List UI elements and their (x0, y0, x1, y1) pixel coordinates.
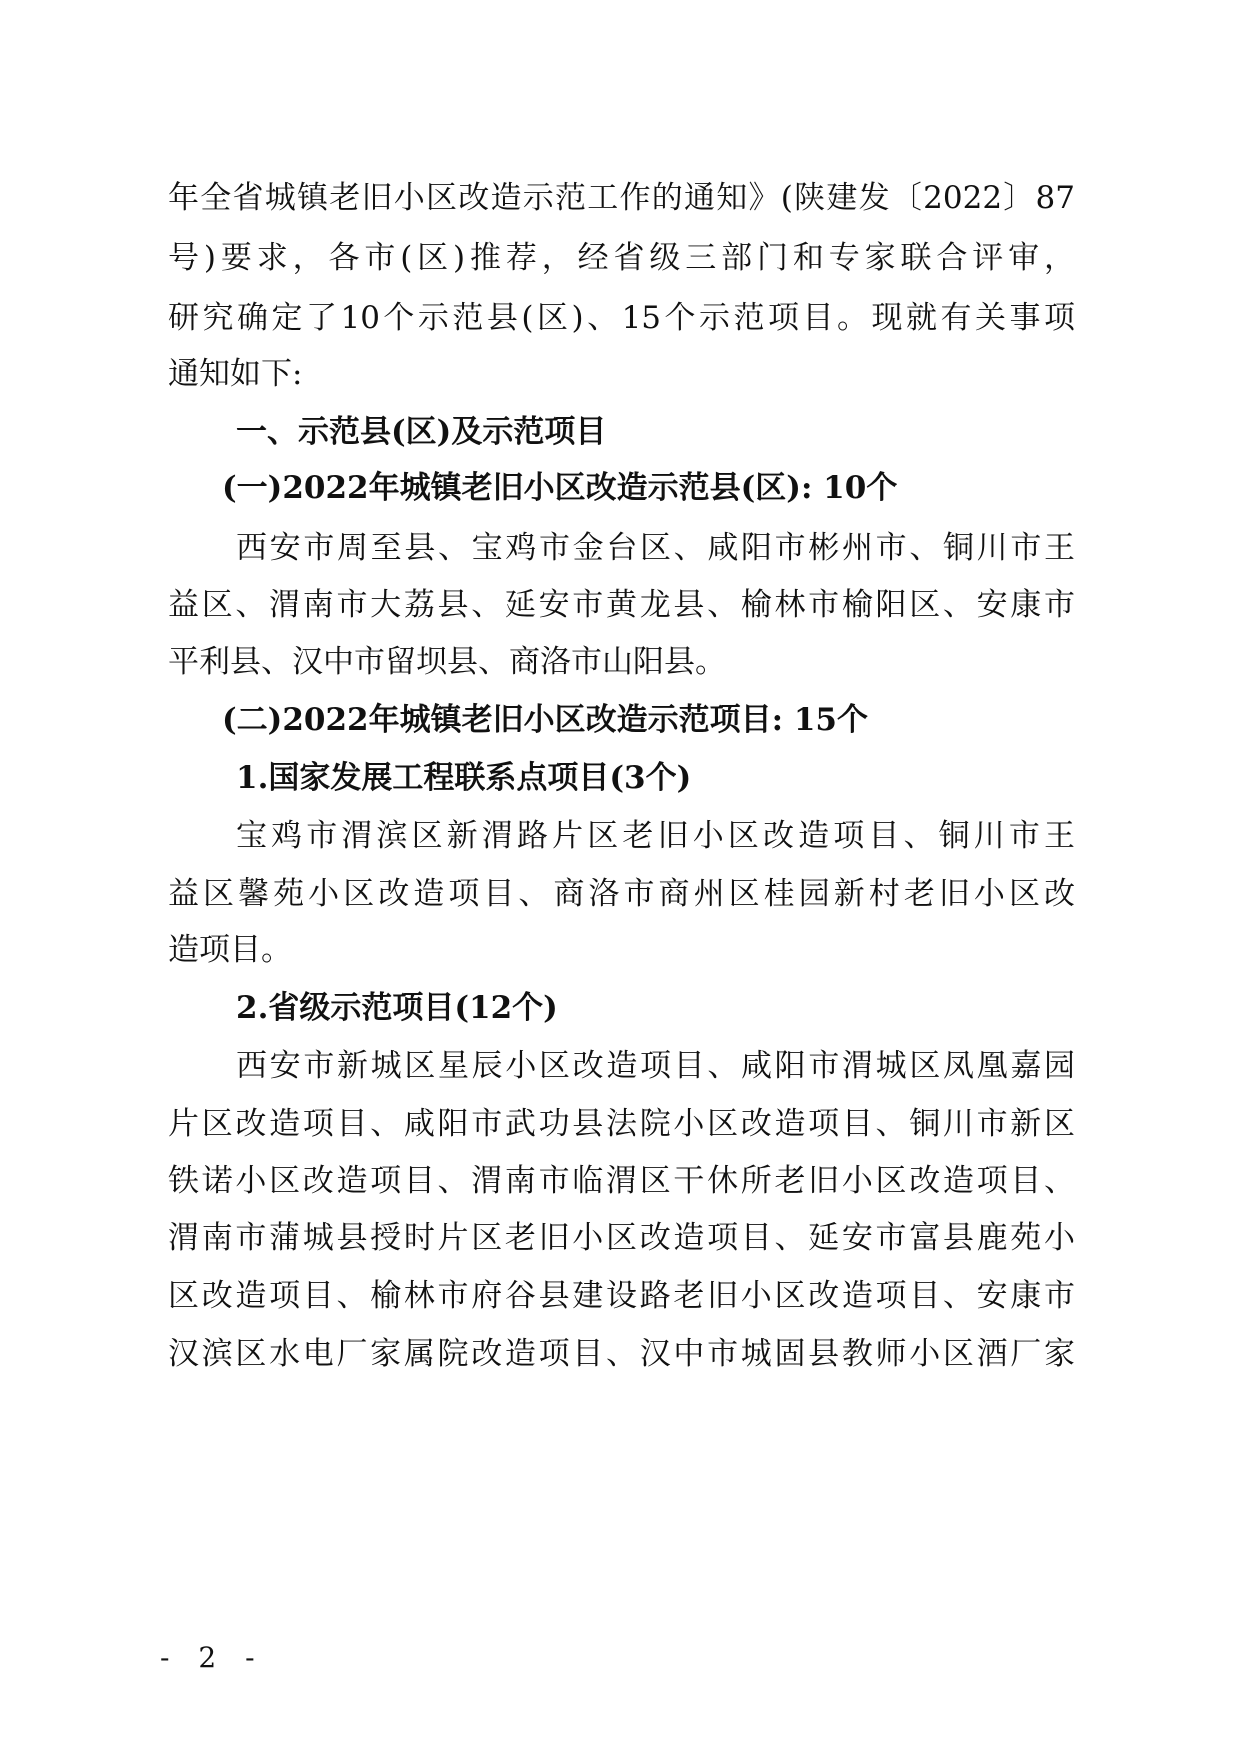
item-1-body-line-3: 造项目。 (168, 932, 292, 968)
intro-line-3: 研究确定了10个示范县(区)、15个示范项目。现就有关事项 (168, 300, 1075, 336)
section-1-title: 一、示范县(区)及示范项目 (236, 414, 607, 450)
subsection-2-title: (二)2022年城镇老旧小区改造示范项目: 15个 (222, 702, 868, 738)
subsection-1-body-line-3: 平利县、汉中市留坝县、商洛市山阳县。 (168, 644, 726, 680)
subsection-1-title: (一)2022年城镇老旧小区改造示范县(区): 10个 (222, 470, 898, 506)
intro-line-1: 年全省城镇老旧小区改造示范工作的通知》(陕建发〔2022〕87 (168, 180, 1075, 216)
item-2-body-line-6: 汉滨区水电厂家属院改造项目、汉中市城固县教师小区酒厂家 (168, 1336, 1075, 1372)
subsection-1-body-line-2: 益区、渭南市大荔县、延安市黄龙县、榆林市榆阳区、安康市 (168, 587, 1075, 623)
intro-line-4: 通知如下: (168, 356, 303, 392)
item-1-body-line-1: 宝鸡市渭滨区新渭路片区老旧小区改造项目、铜川市王 (236, 818, 1075, 854)
item-1-body-line-2: 益区馨苑小区改造项目、商洛市商州区桂园新村老旧小区改 (168, 876, 1075, 912)
intro-line-2: 号)要求，各市(区)推荐，经省级三部门和专家联合评审， (168, 240, 1075, 276)
item-2-body-line-4: 渭南市蒲城县授时片区老旧小区改造项目、延安市富县鹿苑小 (168, 1220, 1075, 1256)
subsection-1-body-line-1: 西安市周至县、宝鸡市金台区、咸阳市彬州市、铜川市王 (236, 530, 1075, 566)
item-2-body-line-3: 铁诺小区改造项目、渭南市临渭区干休所老旧小区改造项目、 (168, 1163, 1075, 1199)
item-2-body-line-1: 西安市新城区星辰小区改造项目、咸阳市渭城区凤凰嘉园 (236, 1048, 1075, 1084)
item-2-title: 2.省级示范项目(12个) (236, 990, 558, 1026)
item-2-body-line-5: 区改造项目、榆林市府谷县建设路老旧小区改造项目、安康市 (168, 1278, 1075, 1314)
item-1-title: 1.国家发展工程联系点项目(3个) (236, 760, 692, 796)
page-number: - 2 - (160, 1641, 265, 1674)
item-2-body-line-2: 片区改造项目、咸阳市武功县法院小区改造项目、铜川市新区 (168, 1106, 1075, 1142)
